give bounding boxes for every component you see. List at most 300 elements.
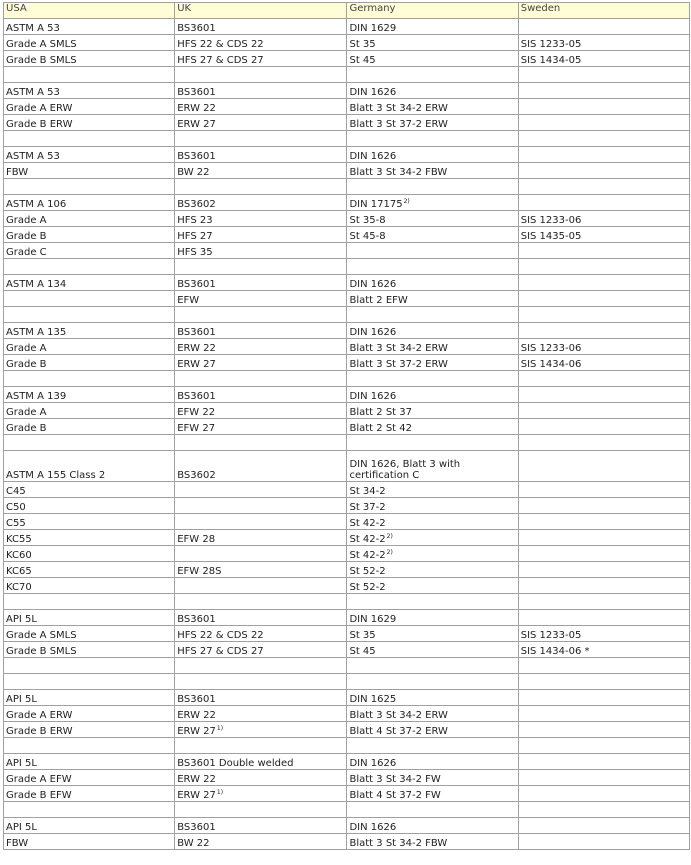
- footnote-marker: 2): [386, 549, 393, 556]
- cell-uk: [175, 163, 347, 179]
- cell-usa: [4, 227, 175, 243]
- cell-text: API 5L: [6, 822, 37, 833]
- cell-text: Grade B SMLS: [6, 55, 77, 66]
- table-row: [4, 275, 690, 291]
- table-row: [4, 770, 690, 786]
- cell-text: St 37-2: [349, 502, 386, 513]
- cell-germany: [347, 754, 518, 770]
- cell-text: SIS 1233-06: [520, 343, 582, 354]
- cell-text: Grade A EFW: [6, 774, 72, 785]
- cell-sweden: [518, 243, 689, 259]
- cell-germany: [347, 291, 518, 307]
- header-usa: USA: [4, 3, 175, 19]
- cell-uk: [175, 227, 347, 243]
- table-row: [4, 514, 690, 530]
- cell-text: DIN 1626, Blatt 3 with certification C: [349, 459, 461, 481]
- table-row: [4, 291, 690, 307]
- cell-usa: [4, 818, 175, 834]
- cell-usa: [4, 275, 175, 291]
- cell-text: Blatt 4 St 37-2 ERW: [349, 726, 448, 737]
- table-row: [4, 99, 690, 115]
- cell-uk: [175, 834, 347, 850]
- cell-usa: [4, 51, 175, 67]
- cell-text: C50: [6, 502, 26, 513]
- cell-sweden: [518, 818, 689, 834]
- table-row: [4, 163, 690, 179]
- table-row: [4, 562, 690, 578]
- cell-sweden: [518, 323, 689, 339]
- cell-usa: [4, 163, 175, 179]
- cell-text: Blatt 3 St 34-2 FBW: [349, 167, 448, 178]
- cell-uk: [175, 690, 347, 706]
- cell-sweden: [518, 99, 689, 115]
- cell-sweden: [518, 115, 689, 131]
- table-row: [4, 355, 690, 371]
- cell-text: St 45-8: [349, 231, 386, 242]
- cell-sweden: [518, 626, 689, 642]
- cell-uk: [175, 403, 347, 419]
- cell-usa: [4, 530, 175, 546]
- cell-sweden: [518, 19, 689, 35]
- table-row: [4, 195, 690, 211]
- cell-uk: [175, 802, 347, 818]
- cell-usa: [4, 387, 175, 403]
- cell-text: ASTM A 53: [6, 87, 60, 98]
- cell-text: EFW 22: [177, 407, 216, 418]
- table-row: [4, 131, 690, 147]
- cell-text: API 5L: [6, 758, 37, 769]
- cell-usa: [4, 754, 175, 770]
- cell-usa: [4, 626, 175, 642]
- table-row: [4, 179, 690, 195]
- cell-sweden: [518, 371, 689, 387]
- cell-germany: [347, 419, 518, 435]
- table-row: [4, 674, 690, 690]
- cell-text: DIN 1629: [349, 23, 397, 34]
- cell-germany: [347, 530, 518, 546]
- cell-sweden: [518, 610, 689, 626]
- cell-text: ASTM A 106: [6, 199, 67, 210]
- cell-sweden: [518, 387, 689, 403]
- cell-germany: [347, 626, 518, 642]
- cell-text: DIN 1625: [349, 694, 397, 705]
- cell-uk: [175, 594, 347, 610]
- cell-sweden: [518, 722, 689, 738]
- cell-text: C55: [6, 518, 26, 529]
- cell-text: FBW: [6, 838, 29, 849]
- cell-text: Grade A: [6, 215, 47, 226]
- cell-sweden: [518, 802, 689, 818]
- cell-sweden: [518, 706, 689, 722]
- cell-usa: [4, 546, 175, 562]
- cell-text: Grade B: [6, 231, 47, 242]
- cell-text: BS3601: [177, 694, 216, 705]
- cell-usa: [4, 371, 175, 387]
- cell-sweden: [518, 163, 689, 179]
- cell-text: Grade B EFW: [6, 790, 72, 801]
- cell-text: ASTM A 53: [6, 151, 60, 162]
- cell-germany: [347, 435, 518, 451]
- cell-usa: [4, 802, 175, 818]
- cell-sweden: [518, 546, 689, 562]
- cell-sweden: [518, 259, 689, 275]
- cell-sweden: [518, 275, 689, 291]
- cell-text: St 52-2: [349, 566, 386, 577]
- table-row: [4, 546, 690, 562]
- cell-uk: [175, 243, 347, 259]
- cell-usa: [4, 834, 175, 850]
- cell-text: SIS 1435-05: [520, 231, 582, 242]
- cell-uk: [175, 179, 347, 195]
- cell-text: DIN 1626: [349, 279, 397, 290]
- cell-uk: [175, 291, 347, 307]
- cell-germany: [347, 770, 518, 786]
- table-row: [4, 387, 690, 403]
- cell-text: Blatt 4 St 37-2 FW: [349, 790, 441, 801]
- cell-text: ERW 27: [177, 119, 216, 130]
- cell-sweden: [518, 770, 689, 786]
- cell-usa: [4, 451, 175, 482]
- cell-germany: [347, 179, 518, 195]
- cell-text: Grade A SMLS: [6, 39, 77, 50]
- cell-text: ASTM A 155 Class 2: [6, 470, 106, 481]
- cell-usa: [4, 562, 175, 578]
- cell-text: St 42-2: [349, 534, 386, 545]
- cell-uk: [175, 371, 347, 387]
- cell-germany: [347, 307, 518, 323]
- table-body: [4, 19, 690, 850]
- cell-usa: [4, 594, 175, 610]
- table-row: [4, 51, 690, 67]
- cell-uk: [175, 610, 347, 626]
- cell-sweden: [518, 514, 689, 530]
- cell-text: BS3601: [177, 151, 216, 162]
- cell-sweden: [518, 355, 689, 371]
- cell-germany: [347, 482, 518, 498]
- cell-usa: [4, 19, 175, 35]
- table-row: [4, 530, 690, 546]
- cell-usa: [4, 339, 175, 355]
- table-row: [4, 610, 690, 626]
- cell-text: Grade A ERW: [6, 103, 73, 114]
- cell-germany: [347, 147, 518, 163]
- header-sweden: Sweden: [518, 3, 689, 19]
- cell-uk: [175, 514, 347, 530]
- cell-usa: [4, 115, 175, 131]
- cell-usa: [4, 498, 175, 514]
- cell-text: FBW: [6, 167, 29, 178]
- cell-text: HFS 27 & CDS 27: [177, 646, 264, 657]
- cell-text: HFS 35: [177, 247, 213, 258]
- cell-germany: [347, 403, 518, 419]
- cell-text: HFS 22 & CDS 22: [177, 630, 264, 641]
- table-row: [4, 451, 690, 482]
- cell-uk: [175, 115, 347, 131]
- cell-text: Blatt 3 St 37-2 ERW: [349, 119, 448, 130]
- cell-uk: [175, 451, 347, 482]
- table-row: [4, 594, 690, 610]
- cell-usa: [4, 243, 175, 259]
- cell-text: DIN 1626: [349, 327, 397, 338]
- cell-text: API 5L: [6, 614, 37, 625]
- cell-sweden: [518, 131, 689, 147]
- cell-usa: [4, 514, 175, 530]
- cell-uk: [175, 147, 347, 163]
- cell-sweden: [518, 227, 689, 243]
- cell-uk: [175, 642, 347, 658]
- table-row: [4, 802, 690, 818]
- cell-uk: [175, 355, 347, 371]
- cell-germany: [347, 67, 518, 83]
- table-row: [4, 83, 690, 99]
- cell-text: ERW 27: [177, 790, 216, 801]
- cell-germany: [347, 451, 518, 482]
- cell-text: BS3601: [177, 23, 216, 34]
- cell-text: Grade B ERW: [6, 119, 73, 130]
- cell-usa: [4, 99, 175, 115]
- table-row: [4, 786, 690, 802]
- cell-uk: [175, 530, 347, 546]
- cell-germany: [347, 610, 518, 626]
- cell-text: Blatt 3 St 34-2 ERW: [349, 343, 448, 354]
- cell-sweden: [518, 339, 689, 355]
- cell-text: KC60: [6, 550, 32, 561]
- cell-germany: [347, 514, 518, 530]
- cell-sweden: [518, 594, 689, 610]
- footnote-marker: 1): [216, 789, 224, 796]
- cell-text: Grade C: [6, 247, 47, 258]
- cell-uk: [175, 786, 347, 802]
- cell-sweden: [518, 674, 689, 690]
- cell-germany: [347, 578, 518, 594]
- cell-germany: [347, 387, 518, 403]
- table-row: [4, 67, 690, 83]
- cell-uk: [175, 562, 347, 578]
- cell-germany: [347, 163, 518, 179]
- cell-text: St 35: [349, 630, 376, 641]
- cell-text: BS3601: [177, 614, 216, 625]
- cell-sweden: [518, 147, 689, 163]
- cell-uk: [175, 498, 347, 514]
- cell-uk: [175, 131, 347, 147]
- cell-usa: [4, 355, 175, 371]
- cell-text: EFW 28: [177, 534, 216, 545]
- cell-text: ASTM A 135: [6, 327, 67, 338]
- cell-text: Blatt 3 St 37-2 ERW: [349, 359, 448, 370]
- cell-text: Grade B: [6, 359, 47, 370]
- cell-usa: [4, 67, 175, 83]
- cell-germany: [347, 83, 518, 99]
- table-row: [4, 227, 690, 243]
- cell-usa: [4, 211, 175, 227]
- cell-text: Grade B: [6, 423, 47, 434]
- cell-text: ASTM A 134: [6, 279, 67, 290]
- cell-germany: [347, 594, 518, 610]
- cell-text: Blatt 3 St 34-2 FBW: [349, 838, 448, 849]
- cell-sweden: [518, 754, 689, 770]
- cell-usa: [4, 610, 175, 626]
- cell-germany: [347, 834, 518, 850]
- cell-germany: [347, 562, 518, 578]
- cell-usa: [4, 435, 175, 451]
- cell-uk: [175, 211, 347, 227]
- footnote-marker: 2): [403, 198, 410, 205]
- cell-text: DIN 1626: [349, 151, 397, 162]
- cell-germany: [347, 339, 518, 355]
- cell-sweden: [518, 578, 689, 594]
- cell-germany: [347, 275, 518, 291]
- cell-usa: [4, 323, 175, 339]
- cell-uk: [175, 195, 347, 211]
- cell-sweden: [518, 658, 689, 674]
- cell-usa: [4, 259, 175, 275]
- cell-sweden: [518, 51, 689, 67]
- cell-text: Blatt 2 St 42: [349, 423, 412, 434]
- cell-germany: [347, 818, 518, 834]
- cell-sweden: [518, 642, 689, 658]
- cell-text: Blatt 3 St 34-2 FW: [349, 774, 441, 785]
- cell-sweden: [518, 562, 689, 578]
- table-row: [4, 115, 690, 131]
- cell-uk: [175, 706, 347, 722]
- cell-text: SIS 1434-06 *: [520, 646, 590, 657]
- cell-sweden: [518, 403, 689, 419]
- cell-usa: [4, 35, 175, 51]
- cell-text: Grade A SMLS: [6, 630, 77, 641]
- cell-germany: [347, 51, 518, 67]
- cell-sweden: [518, 83, 689, 99]
- cell-text: SIS 1434-06: [520, 359, 582, 370]
- cell-usa: [4, 307, 175, 323]
- cell-text: Blatt 3 St 34-2 ERW: [349, 710, 448, 721]
- cell-germany: [347, 658, 518, 674]
- cell-text: St 52-2: [349, 582, 386, 593]
- cell-text: HFS 23: [177, 215, 213, 226]
- cell-usa: [4, 578, 175, 594]
- cell-uk: [175, 83, 347, 99]
- cell-text: ASTM A 53: [6, 23, 60, 34]
- cell-usa: [4, 83, 175, 99]
- cell-usa: [4, 658, 175, 674]
- cell-text: St 42-2: [349, 518, 386, 529]
- cell-sweden: [518, 35, 689, 51]
- cell-usa: [4, 403, 175, 419]
- cell-uk: [175, 339, 347, 355]
- cell-uk: [175, 674, 347, 690]
- cell-germany: [347, 19, 518, 35]
- footnote-marker: 1): [216, 725, 224, 732]
- cell-text: HFS 27: [177, 231, 213, 242]
- cell-text: ERW 22: [177, 710, 216, 721]
- header-uk: UK: [175, 3, 347, 19]
- table-row: [4, 642, 690, 658]
- cell-text: Grade B SMLS: [6, 646, 77, 657]
- cell-germany: [347, 546, 518, 562]
- cell-sweden: [518, 530, 689, 546]
- table-row: [4, 482, 690, 498]
- table-row: [4, 626, 690, 642]
- cell-text: Grade A: [6, 407, 47, 418]
- table-row: [4, 818, 690, 834]
- cell-text: DIN 1626: [349, 822, 397, 833]
- cell-text: St 35: [349, 39, 376, 50]
- cell-text: ERW 27: [177, 359, 216, 370]
- table-row: [4, 738, 690, 754]
- cell-text: BW 22: [177, 838, 210, 849]
- cell-germany: [347, 642, 518, 658]
- cell-text: EFW 28S: [177, 566, 222, 577]
- cell-uk: [175, 307, 347, 323]
- cell-germany: [347, 115, 518, 131]
- table-row: [4, 834, 690, 850]
- cell-text: Blatt 2 St 37: [349, 407, 412, 418]
- cell-sweden: [518, 498, 689, 514]
- cell-text: Blatt 2 EFW: [349, 295, 408, 306]
- cell-text: St 35-8: [349, 215, 386, 226]
- cell-germany: [347, 706, 518, 722]
- cell-sweden: [518, 211, 689, 227]
- cell-text: St 45: [349, 646, 376, 657]
- cell-usa: [4, 674, 175, 690]
- cell-germany: [347, 498, 518, 514]
- cell-sweden: [518, 291, 689, 307]
- cell-germany: [347, 259, 518, 275]
- cell-text: C45: [6, 486, 26, 497]
- cell-text: SIS 1434-05: [520, 55, 582, 66]
- cell-uk: [175, 658, 347, 674]
- cell-uk: [175, 546, 347, 562]
- cell-sweden: [518, 738, 689, 754]
- table-row: [4, 323, 690, 339]
- table-row: [4, 690, 690, 706]
- cell-germany: [347, 722, 518, 738]
- cell-uk: [175, 387, 347, 403]
- cell-text: EFW: [177, 295, 200, 306]
- cell-uk: [175, 19, 347, 35]
- cell-uk: [175, 722, 347, 738]
- cell-usa: [4, 482, 175, 498]
- cell-text: DIN 17175: [349, 199, 403, 210]
- cell-text: API 5L: [6, 694, 37, 705]
- cell-sweden: [518, 690, 689, 706]
- cell-germany: [347, 802, 518, 818]
- cell-text: HFS 27 & CDS 27: [177, 55, 264, 66]
- table-row: [4, 35, 690, 51]
- cell-text: ERW 22: [177, 774, 216, 785]
- footnote-marker: 2): [386, 533, 393, 540]
- table-row: [4, 403, 690, 419]
- cell-text: ERW 22: [177, 103, 216, 114]
- cell-germany: [347, 355, 518, 371]
- cell-usa: [4, 738, 175, 754]
- cell-text: Grade A: [6, 343, 47, 354]
- table-row: [4, 339, 690, 355]
- cell-uk: [175, 626, 347, 642]
- cell-uk: [175, 770, 347, 786]
- table-row: [4, 435, 690, 451]
- cell-text: BS3601: [177, 391, 216, 402]
- table-row: [4, 147, 690, 163]
- table-row: [4, 19, 690, 35]
- cell-germany: [347, 674, 518, 690]
- cell-uk: [175, 323, 347, 339]
- cell-germany: [347, 211, 518, 227]
- cell-usa: [4, 786, 175, 802]
- cell-germany: [347, 35, 518, 51]
- cell-uk: [175, 482, 347, 498]
- table-row: [4, 243, 690, 259]
- cell-text: BS3601: [177, 87, 216, 98]
